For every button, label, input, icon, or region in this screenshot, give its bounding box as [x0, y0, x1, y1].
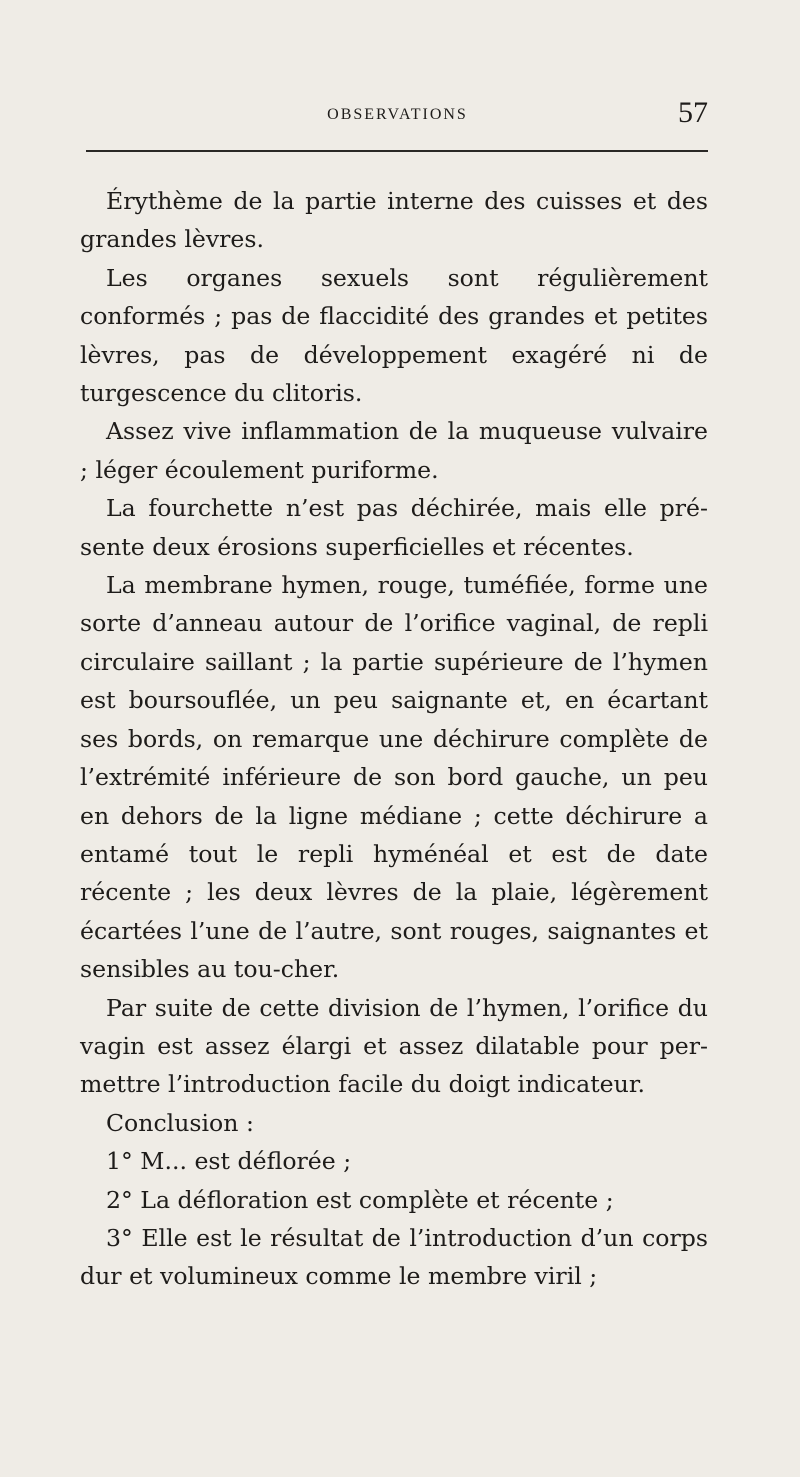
page-header — [87, 96, 708, 136]
body-text — [80, 182, 708, 1296]
paragraph-hymen: La membrane hymen, rouge, tuméfiée, forme une sorte d’anneau autour de l’orifice vaginal, de repli circulaire saillant ; la partie supérieure de l’hymen est boursouflée, un peu saignante et, en écartant ses bords, on remarque une déchirure complète de l’extrémité inférieure de son bord gauche, un peu en dehors de la ligne médiane ; cette déchirure a entamé tout le repli hyménéal et est de date récente ; les deux lèvres de la plaie, légèrement écartées l’une de l’autre, sont rouges, saignantes et sensibles au tou-cher. — [80, 571, 708, 984]
paragraph-conclusion: Conclusion : — [106, 1108, 254, 1137]
conclusion-item-2: 2° La défloration est complète et récente ; — [106, 1185, 614, 1214]
page-number: 57 — [678, 96, 708, 129]
paragraph-inflammation: Assez vive inflammation de la muqueuse vulvaire ; léger écoulement puriforme. — [80, 417, 708, 484]
paragraph-division: Par suite de cette division de l’hymen, l’orifice du vagin est assez élargi et assez dilatable pour per-mettre l’introduction facile du doigt indicateur. — [80, 993, 708, 1099]
paragraph-fourchette: La fourchette n’est pas déchirée, mais elle pré-sente deux érosions superficielles et récentes. — [80, 494, 708, 561]
conclusion-item-1: 1° M... est déflorée ; — [106, 1147, 352, 1176]
paragraph-erytheme: Érythème de la partie interne des cuisses et des grandes lèvres. — [80, 187, 708, 254]
header-rule — [86, 150, 708, 152]
running-title: OBSERVATIONS — [327, 106, 468, 123]
conclusion-item-3: 3° Elle est le résultat de l’introduction d’un corps dur et volumineux comme le membre viril ; — [80, 1223, 708, 1291]
paragraph-organes: Les organes sexuels sont régulièrement conformés ; pas de flaccidité des grandes et petites lèvres, pas de développement exagéré ni de turgescence du clitoris. — [80, 263, 708, 408]
